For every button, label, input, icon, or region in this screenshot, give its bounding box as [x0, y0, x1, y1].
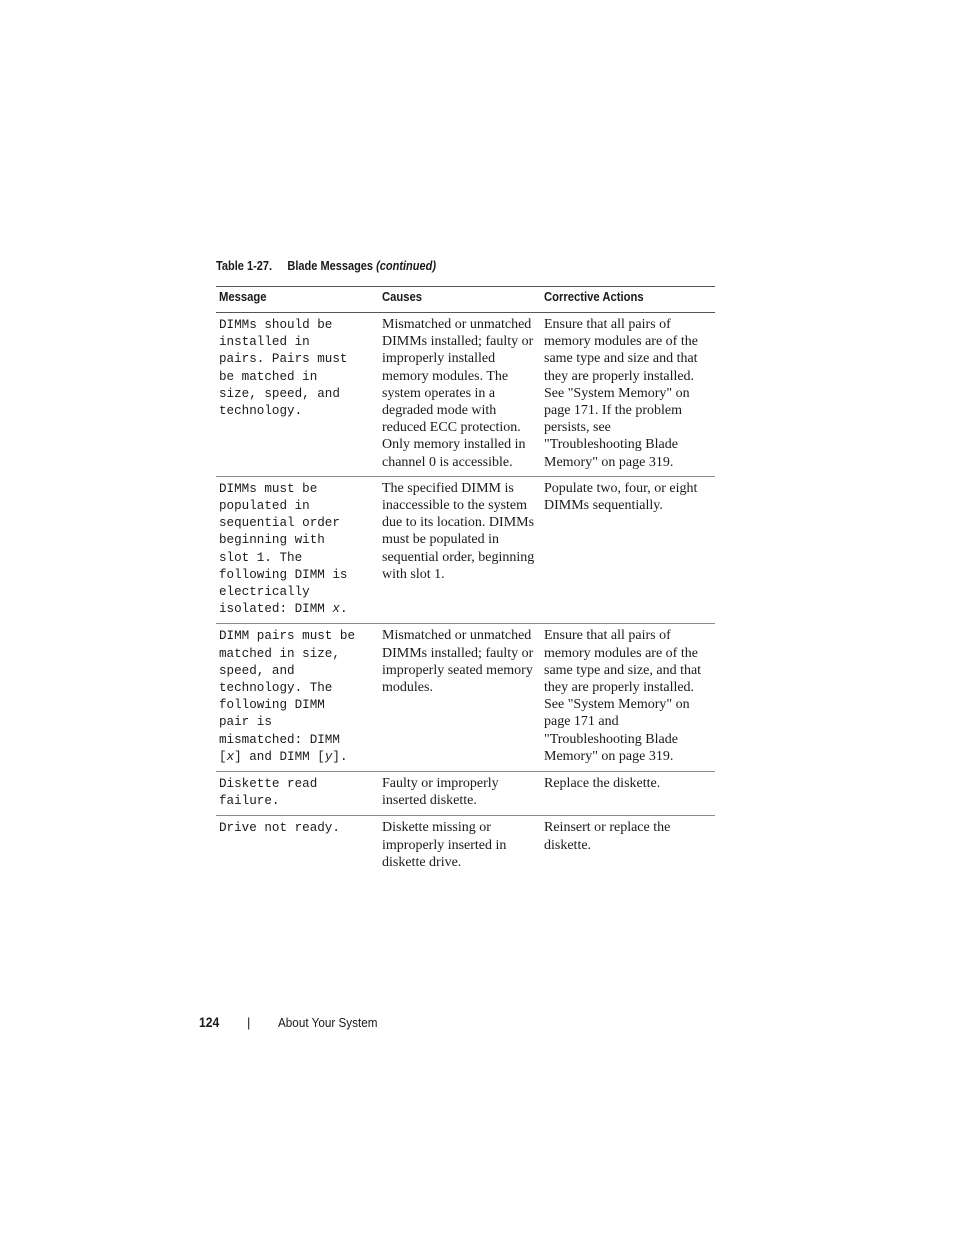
table-row [216, 313, 715, 477]
section-title: About Your System [278, 1015, 378, 1030]
table-row [216, 772, 715, 816]
table-continued-label: (continued) [376, 259, 436, 273]
actions-cell: Ensure that all pairs of memory modules are of the same type and size and that they are properly installed. See "System Memory" on page 171. If the problem persists, see "Troubleshooting Blade Memory" on page 319. [544, 317, 698, 470]
actions-cell: Populate two, four, or eight DIMMs sequentially. [544, 480, 698, 514]
header-message: Message [219, 290, 267, 304]
message-cell: DIMMs should be installed in pairs. Pairs must be matched in size, speed, and technology. [219, 318, 348, 419]
table-row [216, 624, 715, 772]
header-corrective-actions: Corrective Actions [544, 290, 644, 304]
causes-cell: Mismatched or unmatched DIMMs installed; faulty or improperly installed memory modules. The system operates in a degraded mode with reduced ECC protection. Only memory installed in channel 0 is accessible. [382, 317, 534, 470]
page-number: 124 [199, 1015, 220, 1030]
causes-cell: Faulty or improperly inserted diskette. [382, 776, 499, 809]
table-header-row [216, 287, 715, 313]
actions-cell: Replace the diskette. [544, 776, 661, 792]
message-cell: Diskette read failure. [219, 777, 318, 809]
message-cell: DIMM pairs must be matched in size, speed, and technology. The following DIMM pair is mismatched: DIMM [x] and DIMM [y]. [219, 629, 356, 764]
table-caption [216, 259, 436, 273]
causes-cell: The specified DIMM is inaccessible to the system due to its location. DIMMs must be populated in sequential order, beginning with slot 1. [382, 480, 535, 582]
table-title: Blade Messages [287, 259, 374, 273]
message-cell: DIMMs must be populated in sequential order beginning with slot 1. The following DIMM is electrically isolated: DIMM x. [219, 481, 348, 617]
footer-separator: | [247, 1015, 251, 1030]
causes-cell: Mismatched or unmatched DIMMs installed; faulty or improperly seated memory modules. [382, 628, 534, 696]
header-causes: Causes [382, 290, 423, 304]
table-row [216, 476, 715, 624]
actions-cell: Ensure that all pairs of memory modules are of the same type and size, and that they are properly installed. See "System Memory" on page 171 and "Troubleshooting Blade Memory" on page 319. [544, 628, 702, 764]
actions-cell: Reinsert or replace the diskette. [544, 820, 671, 853]
message-cell: Drive not ready. [219, 821, 340, 836]
table-number: Table 1-27. [216, 259, 273, 273]
blade-messages-table [216, 286, 715, 876]
table-row [216, 816, 715, 876]
causes-cell: Diskette missing or improperly inserted in diskette drive. [382, 820, 507, 870]
